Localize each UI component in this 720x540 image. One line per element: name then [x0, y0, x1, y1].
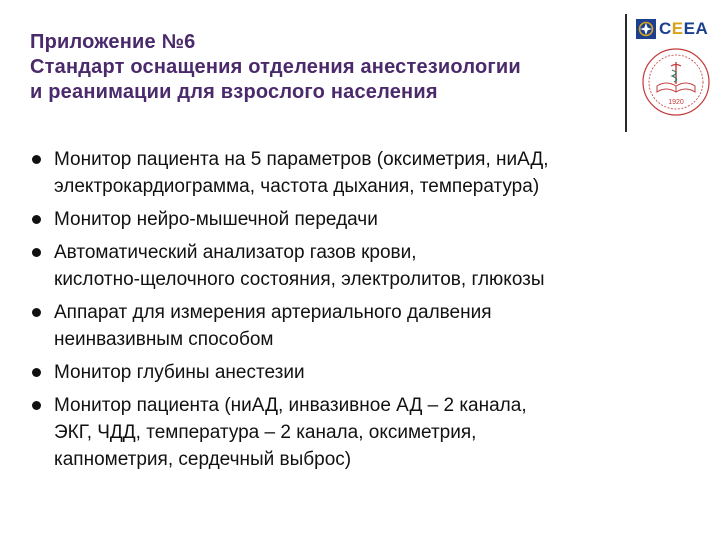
bullet-icon: [32, 155, 41, 164]
university-seal-icon: [640, 46, 712, 118]
bullet-icon: [32, 215, 41, 224]
list-item: [32, 359, 702, 386]
list-item-text: Монитор нейро-мышечной передачи: [54, 209, 378, 230]
list-item: [32, 299, 702, 353]
title-line-3: и реанимации для взрослого населения: [30, 81, 438, 103]
list-item-text: Монитор пациента на 5 параметров (оксиметрия, ниАД,: [54, 149, 549, 170]
bullet-icon: [32, 401, 41, 410]
bullet-icon: [32, 248, 41, 257]
seal-year: 1920: [668, 99, 684, 106]
equipment-list: [32, 146, 702, 479]
list-item: [32, 392, 702, 473]
list-item: [32, 146, 702, 200]
list-item-text: Монитор глубины анестезии: [54, 362, 305, 383]
ceea-logo: [636, 18, 708, 40]
list-item-text: неинвазивным способом: [54, 329, 274, 350]
list-item-text: ЭКГ, ЧДД, температура – 2 канала, оксиметрия,: [54, 422, 477, 443]
list-item-text: Автоматический анализатор газов крови,: [54, 242, 417, 263]
title-line-2: Стандарт оснащения отделения анестезиологии: [30, 56, 521, 78]
list-item-text: электрокардиограмма, частота дыхания, температура): [54, 176, 540, 197]
title-line-1: Приложение №6: [30, 31, 196, 53]
list-item: [32, 239, 702, 293]
ceea-logo-text: СЕЕА: [659, 19, 709, 38]
list-item: [32, 206, 702, 233]
list-item-text: Монитор пациента (ниАД, инвазивное АД – 2 канала,: [54, 395, 527, 416]
header-divider: [625, 14, 627, 132]
slide-title: [30, 30, 620, 105]
list-item-text: капнометрия, сердечный выброс): [54, 449, 352, 470]
ceea-logo-icon: [636, 19, 656, 39]
bullet-icon: [32, 308, 41, 317]
list-item-text: Аппарат для измерения артериального далвения: [54, 302, 492, 323]
list-item-text: кислотно-щелочного состояния, электролитов, глюкозы: [54, 269, 545, 290]
bullet-icon: [32, 368, 41, 377]
